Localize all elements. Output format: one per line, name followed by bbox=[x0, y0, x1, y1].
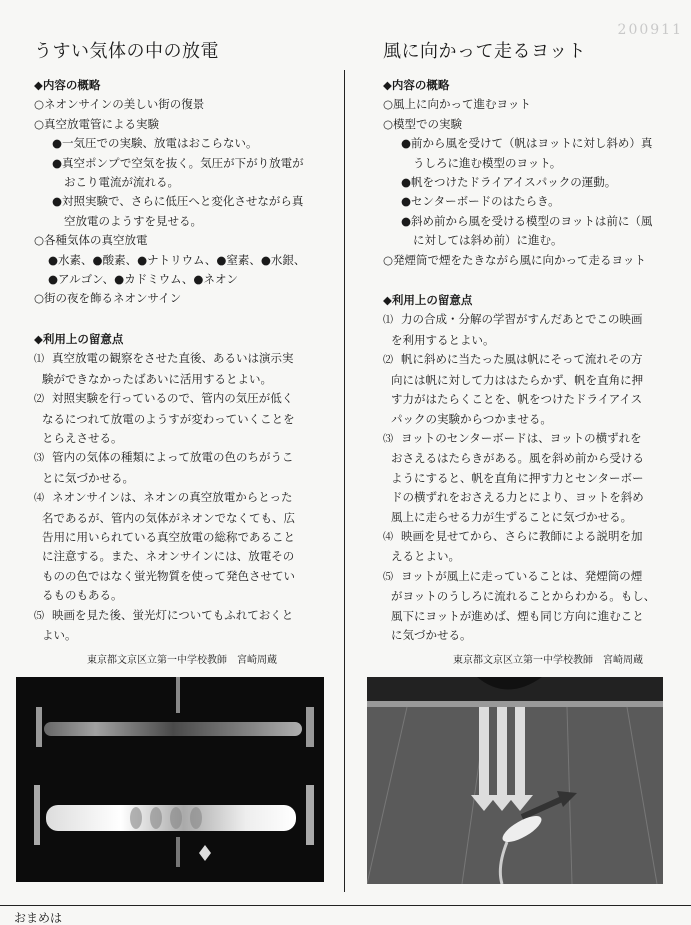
summary-item bbox=[383, 115, 663, 134]
summary-item bbox=[383, 231, 663, 250]
note-line bbox=[34, 488, 324, 508]
note-line bbox=[383, 547, 663, 566]
article-body bbox=[383, 76, 663, 645]
summary-text: ネオンサインの美しい街の復景 bbox=[44, 97, 205, 112]
note-number: ⑶ bbox=[383, 433, 393, 445]
summary-text: 帆をつけたドライアイスパックの運動。 bbox=[411, 175, 617, 190]
note-line bbox=[34, 429, 324, 448]
note-text: ようにすると、帆を直角に押す力とセンターボー bbox=[391, 470, 644, 485]
note-line bbox=[34, 547, 324, 566]
summary-item bbox=[34, 231, 324, 250]
section-heading: ◆利用上の留意点 bbox=[34, 331, 124, 346]
note-text: 帆に斜めに当たった風は帆にそって流れその方 bbox=[401, 352, 643, 367]
summary-item bbox=[34, 270, 324, 289]
note-line bbox=[383, 587, 663, 606]
note-text: ヨットが風上に走っていることは、発煙筒の煙 bbox=[401, 568, 643, 583]
summary-item bbox=[383, 192, 663, 211]
summary-item bbox=[383, 251, 663, 270]
note-line bbox=[34, 370, 324, 389]
note-number: ⑸ bbox=[34, 610, 44, 622]
note-line bbox=[383, 331, 663, 350]
summary-text: に対しては斜め前）に進む。 bbox=[413, 233, 563, 248]
bullet-icon: ● bbox=[52, 155, 63, 170]
summary-text: 模型での実験 bbox=[393, 116, 463, 131]
summary-text: 街の夜を飾るネオンサイン bbox=[44, 291, 182, 306]
summary-text: 各種気体の真空放電 bbox=[44, 233, 148, 248]
note-line bbox=[383, 607, 663, 626]
model-yacht-illustration bbox=[367, 677, 663, 884]
note-line bbox=[383, 410, 663, 429]
bullet-icon: ● bbox=[401, 194, 412, 209]
note-text: を利用するとよい。 bbox=[391, 332, 495, 347]
note-line bbox=[34, 567, 324, 586]
note-text: とに気づかせる。 bbox=[42, 470, 134, 485]
summary-item bbox=[383, 134, 663, 153]
note-line bbox=[383, 371, 663, 390]
note-line bbox=[34, 448, 324, 468]
note-text: 向には帆に対して力ははたらかず、帆を直角に押 bbox=[391, 372, 644, 387]
note-text: 名であるが、管内の気体がネオンでなくても、広 bbox=[42, 510, 295, 525]
summary-text: 真空放電管による実験 bbox=[44, 116, 160, 131]
note-line bbox=[383, 488, 663, 507]
summary-text: うしろに進む模型のヨット。 bbox=[413, 155, 562, 170]
discharge-tube-illustration bbox=[16, 677, 324, 882]
author-attribution: 東京都文京区立第一中学校教師 宮崎周蔵 bbox=[453, 655, 643, 666]
note-text: パックの実験からつかませる。 bbox=[391, 411, 552, 426]
summary-item bbox=[34, 95, 324, 114]
note-text: 験ができなかったばあいに活用するとよい。 bbox=[42, 371, 272, 386]
note-line bbox=[383, 469, 663, 488]
note-text: 風下にヨットが進めば、煙も同じ方向に進むこと bbox=[391, 608, 644, 623]
footer-text: おまめは bbox=[14, 911, 63, 925]
summary-item bbox=[383, 154, 663, 173]
summary-text: 風上に向かって進むヨット bbox=[393, 97, 531, 112]
bullet-icon: ● bbox=[52, 194, 63, 209]
note-number: ⑶ bbox=[34, 453, 44, 465]
summary-text: 発煙筒で煙をたきながら風に向かって走るヨット bbox=[393, 252, 646, 267]
summary-item bbox=[34, 251, 324, 270]
note-text: 対照実験を行っているので、管内の気圧が低く bbox=[52, 391, 294, 406]
note-text: 映画を見せてから、さらに教師による説明を加 bbox=[401, 528, 643, 543]
author-attribution: 東京都文京区立第一中学校教師 宮崎周蔵 bbox=[87, 655, 277, 666]
note-line bbox=[34, 389, 324, 409]
summary-text: 空放電のようすを見せる。 bbox=[64, 213, 202, 228]
summary-text: 一気圧での実験、放電はおこらない。 bbox=[62, 136, 258, 151]
note-number: ⑸ bbox=[383, 571, 393, 583]
note-line bbox=[34, 349, 324, 369]
note-number: ⑷ bbox=[383, 531, 393, 543]
section-gap bbox=[34, 309, 324, 324]
summary-item bbox=[383, 173, 663, 192]
bullet-icon: ○ bbox=[34, 291, 45, 306]
bullet-icon: ○ bbox=[383, 97, 394, 112]
note-line bbox=[34, 586, 324, 605]
note-text: 映画を見た後、蛍光灯についてもふれておくと bbox=[52, 607, 294, 622]
summary-text: 対照実験で、さらに低圧へと変化させながら真 bbox=[62, 194, 304, 209]
summary-text: 斜め前から風を受ける模型のヨットは前に（風 bbox=[411, 213, 653, 228]
note-text: ネオンサインは、ネオンの真空放電からとった bbox=[52, 490, 293, 505]
summary-item bbox=[34, 212, 324, 231]
note-number: ⑴ bbox=[383, 315, 393, 327]
note-text: す力がはたらくことを、帆をつけたドライアイス bbox=[391, 392, 643, 407]
note-line bbox=[34, 626, 324, 645]
note-line bbox=[383, 567, 663, 587]
discharge-tube-photo bbox=[16, 677, 324, 882]
summary-item bbox=[34, 192, 324, 211]
summary-item bbox=[383, 95, 663, 114]
section-heading: ◆内容の概略 bbox=[34, 78, 101, 92]
bullet-icon: ○ bbox=[34, 233, 45, 248]
note-line bbox=[383, 429, 663, 449]
note-number: ⑵ bbox=[383, 355, 393, 367]
note-line bbox=[34, 469, 324, 488]
bullet-icon: ● bbox=[401, 136, 412, 151]
note-line bbox=[34, 528, 324, 547]
note-line bbox=[383, 310, 663, 330]
note-text: 風上に走らせる力が生ずることに気づかせる。 bbox=[391, 509, 633, 524]
note-text: がヨットのうしろに流れることからわかる。もし、 bbox=[391, 589, 656, 604]
note-number: ⑵ bbox=[34, 394, 44, 406]
bullet-icon: ● bbox=[401, 213, 412, 228]
note-text: 管内の気体の種類によって放電の色のちがうこ bbox=[52, 450, 294, 465]
footer-rule bbox=[0, 905, 691, 906]
summary-item bbox=[383, 212, 663, 231]
note-text: とらえさせる。 bbox=[42, 430, 123, 445]
bullet-icon: ○ bbox=[34, 97, 45, 112]
note-text: 力の合成・分解の学習がすんだあとでこの映画 bbox=[401, 312, 643, 327]
note-number: ⑷ bbox=[34, 493, 44, 505]
bullet-icon: ○ bbox=[383, 252, 394, 267]
summary-item bbox=[34, 134, 324, 153]
note-text: るものもある。 bbox=[42, 588, 123, 603]
note-number: ⑴ bbox=[34, 354, 44, 366]
column-divider bbox=[344, 70, 345, 892]
summary-text: ●水素、●酸素、●ナトリウム、●窒素、●水銀、 bbox=[48, 252, 306, 267]
article-title: うすい気体の中の放電 bbox=[34, 41, 219, 62]
note-line bbox=[34, 606, 324, 626]
note-text: に注意する。また、ネオンサインには、放電その bbox=[42, 549, 295, 564]
note-line bbox=[383, 527, 663, 547]
note-line bbox=[383, 626, 663, 645]
summary-item bbox=[34, 173, 324, 192]
note-line bbox=[34, 410, 324, 429]
note-text: ドの横ずれをおさえる力とにより、ヨットを斜め bbox=[391, 490, 644, 505]
summary-text: 前から風を受けて（帆はヨットに対し斜め）真 bbox=[411, 136, 653, 151]
note-line bbox=[383, 390, 663, 409]
note-text: ものの色ではなく蛍光物質を使って発色させてい bbox=[42, 568, 295, 583]
note-text: なるにつれて放電のようすが変わっていくことを bbox=[42, 411, 295, 426]
note-text: おさえるはたらきがある。風を斜め前から受ける bbox=[391, 451, 644, 466]
section-heading: ◆利用上の留意点 bbox=[383, 293, 473, 308]
bullet-icon: ○ bbox=[34, 116, 45, 131]
note-text: えるとよい。 bbox=[391, 549, 460, 564]
bullet-icon: ● bbox=[52, 136, 63, 151]
note-line bbox=[34, 509, 324, 528]
note-text: 真空放電の観察をさせた直後、あるいは演示実 bbox=[52, 351, 294, 366]
note-text: ヨットのセンターボードは、ヨットの横ずれを bbox=[401, 430, 642, 445]
summary-item bbox=[34, 154, 324, 173]
summary-item bbox=[34, 289, 324, 308]
note-line bbox=[383, 508, 663, 527]
summary-text: センターボードのはたらき。 bbox=[411, 194, 560, 209]
note-text: 告用に用いられている真空放電の総称であること bbox=[42, 529, 295, 544]
page-number: 200911 bbox=[617, 22, 683, 38]
note-text: に気づかせる。 bbox=[391, 627, 472, 642]
article-body bbox=[34, 76, 324, 645]
note-line bbox=[383, 350, 663, 370]
summary-text: 真空ポンプで空気を抜く。気圧が下がり放電が bbox=[62, 155, 304, 170]
summary-text: ●アルゴン、●カドミウム、●ネオン bbox=[48, 272, 238, 287]
section-heading: ◆内容の概略 bbox=[383, 78, 450, 92]
article-title: 風に向かって走るヨット bbox=[383, 41, 587, 62]
summary-text: おこり電流が流れる。 bbox=[64, 175, 179, 190]
note-line bbox=[383, 449, 663, 468]
summary-item bbox=[34, 115, 324, 134]
model-yacht-photo bbox=[367, 677, 663, 884]
bullet-icon: ● bbox=[401, 175, 412, 190]
section-gap bbox=[383, 270, 663, 285]
bullet-icon: ○ bbox=[383, 116, 394, 131]
note-text: よい。 bbox=[42, 627, 77, 642]
